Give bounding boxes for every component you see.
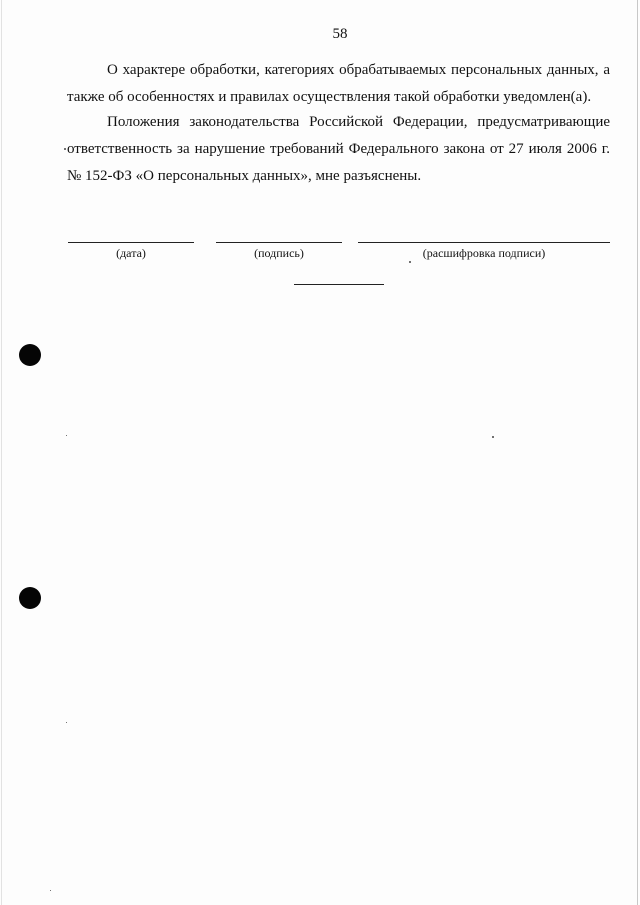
date-signature-line <box>68 242 194 243</box>
name-decoding-line <box>358 242 610 243</box>
name-decoding-caption: (расшифровка подписи) <box>422 246 546 260</box>
paragraph-notification <box>67 57 610 111</box>
signature-line <box>216 242 342 243</box>
date-caption: (дата) <box>116 246 146 260</box>
signature-caption: (подпись) <box>254 246 304 260</box>
scan-speck <box>50 890 51 891</box>
scan-speck <box>66 435 67 436</box>
paragraph-text: О характере обработки, категориях обрабатываемых персональных данных, а также об особенностях и правилах осуществления такой обработки уведомлен(а). <box>67 62 610 105</box>
page-number: 58 <box>332 26 348 42</box>
scan-edge-right <box>637 0 638 905</box>
scan-speck <box>492 436 494 438</box>
paragraph-legal-provisions <box>67 109 610 190</box>
end-of-text-rule <box>294 284 384 285</box>
punch-hole-mark <box>19 344 41 366</box>
scan-speck <box>409 261 411 263</box>
scan-speck <box>66 722 67 723</box>
punch-hole-mark <box>19 587 41 609</box>
scan-edge-left <box>1 0 2 905</box>
scan-speck <box>64 148 66 150</box>
paragraph-text: Положения законодательства Российской Федерации, предусматривающие ответственность за нарушение требований Федерального закона от 27 июля 2006 г. № 152-ФЗ «О персональных данных», мне разъяснены. <box>67 114 610 184</box>
